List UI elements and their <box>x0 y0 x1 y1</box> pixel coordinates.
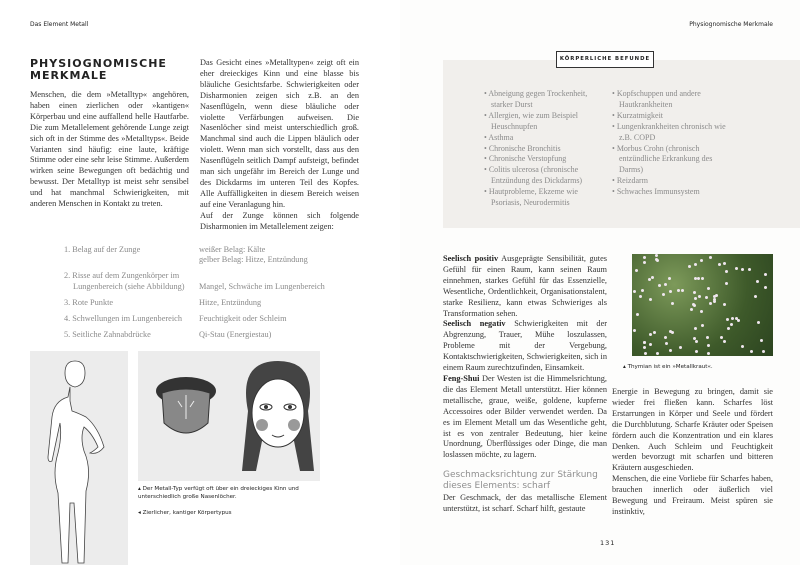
positive-label: Seelisch positiv <box>443 254 499 263</box>
body-caption: ◂ Zierlicher, kantiger Körpertypus <box>138 509 232 516</box>
flower-dot <box>690 308 693 311</box>
negative-paragraph <box>443 319 607 374</box>
flower-dot <box>649 333 652 336</box>
flower-dot <box>693 291 696 294</box>
taste-continued <box>612 387 773 518</box>
flower-dot <box>649 343 652 346</box>
page-number: 131 <box>600 539 616 547</box>
meaning-line: weißer Belag: Kälte <box>199 244 266 254</box>
flower-dot <box>754 295 757 298</box>
flower-dot <box>639 295 642 298</box>
flower-dot <box>635 269 638 272</box>
right-column-2 <box>612 254 773 518</box>
right-text-columns <box>443 254 773 518</box>
flower-dot <box>695 350 698 353</box>
flower-dot <box>709 302 712 305</box>
flower-dot <box>709 256 712 259</box>
flower-dot <box>697 277 700 280</box>
fengshui-paragraph <box>443 374 607 461</box>
flower-dot <box>641 289 644 292</box>
finding-item: • Hautprobleme, Ekzeme wie Psoriasis, Neurodermitis <box>484 187 606 209</box>
meaning-line: gelber Belag: Hitze, Entzündung <box>199 255 308 265</box>
flower-dot <box>695 340 698 343</box>
flower-dot <box>762 350 765 353</box>
meaning: Feuchtigkeit oder Schleim <box>199 314 287 324</box>
finding-item: • Chronische Verstopfung <box>484 154 606 165</box>
flower-dot <box>715 294 718 297</box>
flower-dot <box>726 318 729 321</box>
character-text <box>443 254 607 461</box>
table-row <box>64 245 360 267</box>
flower-dot <box>679 346 682 349</box>
finding-item: • Colitis ulcerosa (chronische Entzündung des Dickdarms) <box>484 165 606 187</box>
finding-item: • Morbus Crohn (chronisch entzündliche Erkrankung des Darms) <box>612 144 730 177</box>
right-column-1 <box>443 254 607 518</box>
flower-dot <box>707 287 710 290</box>
findings-list-2 <box>612 89 730 218</box>
finding-item: • Asthma <box>484 133 606 144</box>
flower-dot <box>701 324 704 327</box>
left-page-content <box>30 21 360 565</box>
right-page-content <box>443 21 800 518</box>
taste-continued-2: Menschen, die eine Vorliebe für Scharfes haben, brauchen innerlich oder äußerlich viel Bewegung und Freiraum. Meist spüren sie instinktiv, <box>612 474 773 516</box>
flower-dot <box>707 344 710 347</box>
meaning: Hitze, Entzündung <box>199 298 262 308</box>
flower-dot <box>668 277 671 280</box>
flower-dot <box>643 341 646 344</box>
flower-dot <box>694 263 697 266</box>
body-type-illustration <box>30 351 128 565</box>
flower-dot <box>694 297 697 300</box>
flower-dot <box>764 273 767 276</box>
flower-dot <box>658 284 661 287</box>
meaning <box>199 245 359 267</box>
intro-paragraph: Menschen, die dem »Metalltyp« angehören, haben einen zierlichen oder »kantigen« Körperbau und eine auffallend helle Hautfarbe. Die zum Metallelement gehörende Lunge zeigt sich oft in der Stimme des »Metalltyps«. Beide Varianten sind häufig: eine laute, kräftige Stimme oder eine sehr leise Stimme. Außerdem wirken seine Bewegungen oft bedächtig und bewusst. Der Metalltyp ist meist sehr sensibel und hat manchmal Schwierigkeiten, mit anderen Menschen in Kontakt zu treten. <box>30 90 189 209</box>
flower-dot <box>643 256 646 259</box>
face-figure-column <box>138 351 328 565</box>
sign: 3. Rote Punkte <box>64 298 114 308</box>
findings-box <box>443 56 800 228</box>
flower-dot <box>713 300 716 303</box>
sign: 4. Schwellungen im Lungenbereich <box>64 314 182 324</box>
flower-dot <box>723 262 726 265</box>
flower-dot <box>731 317 734 320</box>
flower-dot <box>735 267 738 270</box>
flower-dot <box>720 336 723 339</box>
flower-dot <box>649 298 652 301</box>
taste-subheading: Geschmacksrichtung zur Stärkung dieses Elements: scharf <box>443 470 598 491</box>
flower-dot <box>700 259 703 262</box>
table-row <box>64 314 360 325</box>
running-head-right: Physiognomische Merkmale <box>689 21 773 28</box>
negative-label: Seelisch negativ <box>443 319 506 329</box>
flower-dot <box>643 346 646 349</box>
flower-dot <box>750 350 753 353</box>
flower-dot <box>718 263 721 266</box>
tongue-face-illustration <box>138 351 320 481</box>
face-caption: ▴ Der Metall-Typ verfügt oft über ein dreieckiges Kinn und unterschiedlich große Nasenlöcher. <box>138 485 299 500</box>
table-row <box>64 298 360 309</box>
flower-dot <box>725 282 728 285</box>
flower-dot <box>677 289 680 292</box>
flower-dot <box>664 336 667 339</box>
body-silhouette-icon <box>30 351 128 565</box>
flower-dot <box>671 302 674 305</box>
fengshui-label: Feng-Shui <box>443 373 480 383</box>
flower-dot <box>656 352 659 355</box>
figures <box>30 351 360 565</box>
flower-dot <box>653 331 656 334</box>
flower-dot <box>701 277 704 280</box>
taste-continued-1: Energie in Bewegung zu bringen, damit sie wieder frei fließen kann. Scharfes löst Erstarrungen in Körper und Seele und fördert die Durchblutung. Scharfe Kräuter oder Speisen fördern auch die Konzentration und ein klares Denken. Auch Schleim und Feuchtigkeit werden bevorzugt mit scharfen und bitteren Kräutern ausgeschieden. <box>612 387 773 473</box>
finding-item: • Schwaches Immunsystem <box>612 187 730 198</box>
positive-paragraph <box>443 254 607 319</box>
flower-dot <box>636 313 639 316</box>
taste-paragraph: Der Geschmack, der das metallische Element unterstützt, ist scharf. Scharf hilft, gestaute <box>443 493 607 514</box>
positive-text: Ausgeprägte Sensibilität, gutes Gefühl für einen Raum, kann seinen Raum einnehmen, starkes Gefühl für das Essenzielle, Wesentliche, Ordentlichkeit, Organisationstalent, starke Resilienz, kann etwas Schwieriges als Transformation sehen. <box>443 254 607 318</box>
flower-dot <box>643 261 646 264</box>
flower-dot <box>700 310 703 313</box>
left-column-1 <box>30 58 189 233</box>
flower-dot <box>756 280 759 283</box>
finding-item: • Kopfschuppen und andere Hautkrankheiten <box>612 89 730 111</box>
flower-dot <box>694 327 697 330</box>
tongue-intro: Auf der Zunge können sich folgende Disharmonien im Metallelement zeigen: <box>200 210 359 231</box>
flower-dot <box>644 352 647 355</box>
flower-dot <box>760 339 763 342</box>
flower-dot <box>688 265 691 268</box>
table-row <box>64 330 360 341</box>
flower-dot <box>662 293 665 296</box>
flower-dot <box>681 289 684 292</box>
flower-dot <box>741 345 744 348</box>
photo-caption: ▴ Thymian ist ein »Metallkraut«. <box>623 364 713 370</box>
flower-dot <box>665 342 668 345</box>
face-text: Das Gesicht eines »Metalltypen« zeigt oft ein eher dreieckiges Kinn und eine blasse bis bläuliche Gesichtsfarbe. Schwierigkeiten oder Disharmonien zeigen sich z.B. an den Nasenflügeln, wenn diese bläuliche oder violette Verfärbungen aufweisen. Die Nasenlöcher sind meist unterschiedlich groß. Manchmal sind auch die Lippen bläulich oder violett. Wenn man sich vorstellt, dass aus den Nasenflügeln seitlich Dampf aufsteigt, befindet man sich ungefähr im Bereich der Lunge und des Dickdarms im unteren Teil des Kopfes. Alle Auffälligkeiten in diesem Bereich weisen auf eine Veranlagung hin. <box>200 58 359 209</box>
flower-dot <box>727 327 730 330</box>
flower-dot <box>706 336 709 339</box>
finding-item: • Chronische Bronchitis <box>484 144 606 155</box>
flower-dot <box>707 352 710 355</box>
sign: 1. Belag auf der Zunge <box>64 244 141 254</box>
flower-dot <box>633 329 636 332</box>
negative-text: Schwierigkeiten mit der Abgrenzung, Trauer, Mühe loszulassen, Probleme mit der Vergebung, Kontaktschwierigkeiten, Schwierigkeiten, sich in einem Raum zurechtzufinden, Einsamkeit. <box>443 319 608 373</box>
flower-dot <box>741 268 744 271</box>
face-paragraph <box>200 58 359 233</box>
flower-dot <box>748 268 751 271</box>
flower-dot <box>764 286 767 289</box>
flower-dot <box>698 295 701 298</box>
flower-dot <box>633 290 636 293</box>
fengshui-text: Der Westen ist die Himmelsrichtung, die das Element Metall unterstützt. Hier können metallische, graue, weiße, goldene, kupferne Accessoires oder Bilder verwendet werden. Da es im Element Metall um das Wesentliche geht, ist es von zentraler Bedeutung, hier keine Unordnung, Überflüssiges oder Dinge, die man loslassen möchte, zu lagern. <box>443 373 607 460</box>
flower-dot <box>723 303 726 306</box>
findings-list-1 <box>484 89 606 218</box>
tongue-and-face-icon <box>138 351 320 481</box>
findings-box-title: KÖRPERLICHE BEFUNDE <box>556 51 654 68</box>
sign: 5. Seitliche Zahnabdrücke <box>64 329 151 339</box>
flower-dot <box>664 283 667 286</box>
left-text-columns <box>30 58 360 233</box>
section-heading: PHYSIOGNOMISCHE MERKMALE <box>30 57 167 82</box>
flower-dot <box>669 290 672 293</box>
table-row <box>64 271 360 293</box>
finding-item: • Kurzatmigkeit <box>612 111 730 122</box>
flower-dot <box>757 321 760 324</box>
finding-item: • Allergien, wie zum Beispiel Heuschnupfen <box>484 111 606 133</box>
flower-dot <box>730 323 733 326</box>
meaning: Mangel, Schwäche im Lungenbereich <box>199 282 325 292</box>
finding-item: • Lungenkrankheiten chronisch wie z.B. COPD <box>612 122 730 144</box>
flower-dot <box>725 270 728 273</box>
flower-dot <box>669 349 672 352</box>
meaning: Qi-Stau (Energiestau) <box>199 329 272 339</box>
tongue-table <box>64 245 360 341</box>
thyme-photo <box>632 254 773 356</box>
flower-dot <box>651 276 654 279</box>
flower-dot <box>655 254 658 257</box>
sign: 2. Risse auf dem Zungenkörper im Lungenbereich (siehe Abbildung) <box>64 271 185 292</box>
flower-dot <box>705 296 708 299</box>
running-head-left: Das Element Metall <box>30 21 89 28</box>
finding-item: • Reizdarm <box>612 176 730 187</box>
finding-item: • Abneigung gegen Trockenheit, starker Durst <box>484 89 606 111</box>
flower-dot <box>723 340 726 343</box>
